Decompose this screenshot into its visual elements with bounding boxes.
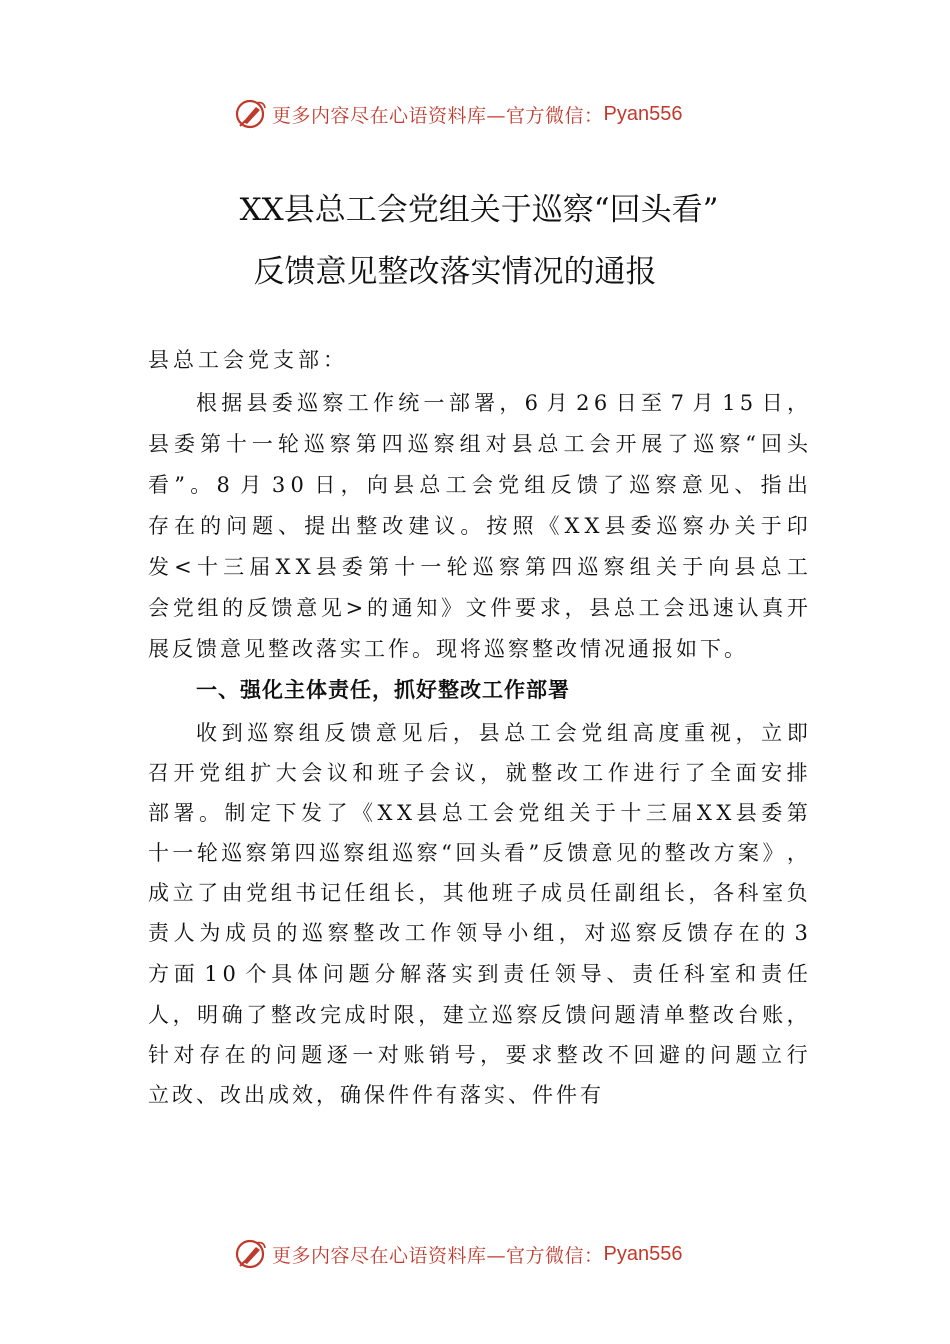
paragraph-line: 发 < 十 三 届 X X 县 委 第 十 一 轮 巡 察 第 四 巡 察 组 关 于 向 县 总 工 <box>148 555 808 579</box>
paragraph-line: 看 ” 。 8 月 3 0 日 ， 向 县 总 工 会 党 组 反 馈 了 巡 察 意 见 、 指 出 <box>148 473 808 497</box>
paragraph-line: 方 面 1 0 个 具 体 问 题 分 解 落 实 到 责 任 领 导 、 责 任 科 室 和 责 任 <box>148 962 808 986</box>
paragraph-line: 部 署 。 制 定 下 发 了 《 X X 县 总 工 会 党 组 关 于 十 三 届 X X 县 委 第 <box>148 801 808 825</box>
header-banner <box>0 94 950 134</box>
paragraph-line: 成 立 了 由 党 组 书 记 任 组 长 ， 其 他 班 子 成 员 任 副 组 长 ， 各 科 室 负 <box>148 881 808 905</box>
paragraph-line: 展反馈意见整改落实工作。现将巡察整改情况通报如下。 <box>148 637 748 661</box>
document-title-line-1: XX县总工会党组关于巡察“回头看” <box>239 192 719 228</box>
banner-text: 更多内容尽在心语资料库—官方微信： <box>272 104 604 127</box>
paragraph-line: 根 据 县 委 巡 察 工 作 统 一 部 署 ， 6 月 2 6 日 至 7 月 1 5 日 ， <box>196 391 808 415</box>
paragraph-line: 召 开 党 组 扩 大 会 议 和 班 子 会 议 ， 就 整 改 工 作 进 行 了 全 面 安 排 <box>148 761 808 785</box>
paragraph-line: 十 一 轮 巡 察 第 四 巡 察 组 巡 察 “ 回 头 看 ” 反 馈 意 见 的 整 改 方 案 》 ， <box>148 841 808 865</box>
footer-banner-text: 更多内容尽在心语资料库—官方微信： <box>272 1244 604 1267</box>
section-heading-1: 一、强化主体责任，抓好整改工作部署 <box>196 678 570 702</box>
paragraph-line: 收 到 巡 察 组 反 馈 意 见 后 ， 县 总 工 会 党 组 高 度 重 视 ， 立 即 <box>196 721 808 745</box>
paragraph-line: 立改、改出成效，确保件件有落实、件件有 <box>148 1083 604 1107</box>
footer-banner <box>0 1234 950 1274</box>
paragraph-line: 县 委 第 十 一 轮 巡 察 第 四 巡 察 组 对 县 总 工 会 开 展 了 巡 察 “ 回 头 <box>148 432 808 456</box>
paragraph-line: 会 党 组 的 反 馈 意 见 > 的 通 知 》 文 件 要 求 ， 县 总 工 会 迅 速 认 真 开 <box>148 596 808 620</box>
document-title-line-2: 反馈意见整改落实情况的通报 <box>253 254 657 290</box>
paragraph-line: 责 人 为 成 员 的 巡 察 整 改 工 作 领 导 小 组 ， 对 巡 察 反 馈 存 在 的 3 <box>148 921 808 945</box>
pen-seal-icon <box>234 1237 268 1271</box>
pen-seal-icon <box>234 97 268 131</box>
paragraph-line: 针 对 存 在 的 问 题 逐 一 对 账 销 号 ， 要 求 整 改 不 回 避 的 问 题 立 行 <box>148 1043 808 1067</box>
banner-wechat-id: Pyan556 <box>603 102 683 125</box>
salutation: 县总工会党支部： <box>148 348 348 372</box>
paragraph-line: 存 在 的 问 题 、 提 出 整 改 建 议 。 按 照 《 X X 县 委 巡 察 办 关 于 印 <box>148 514 808 538</box>
paragraph-line: 人 ， 明 确 了 整 改 完 成 时 限 ， 建 立 巡 察 反 馈 问 题 清 单 整 改 台 账 ， <box>148 1003 808 1027</box>
footer-banner-wechat-id: Pyan556 <box>603 1242 683 1265</box>
